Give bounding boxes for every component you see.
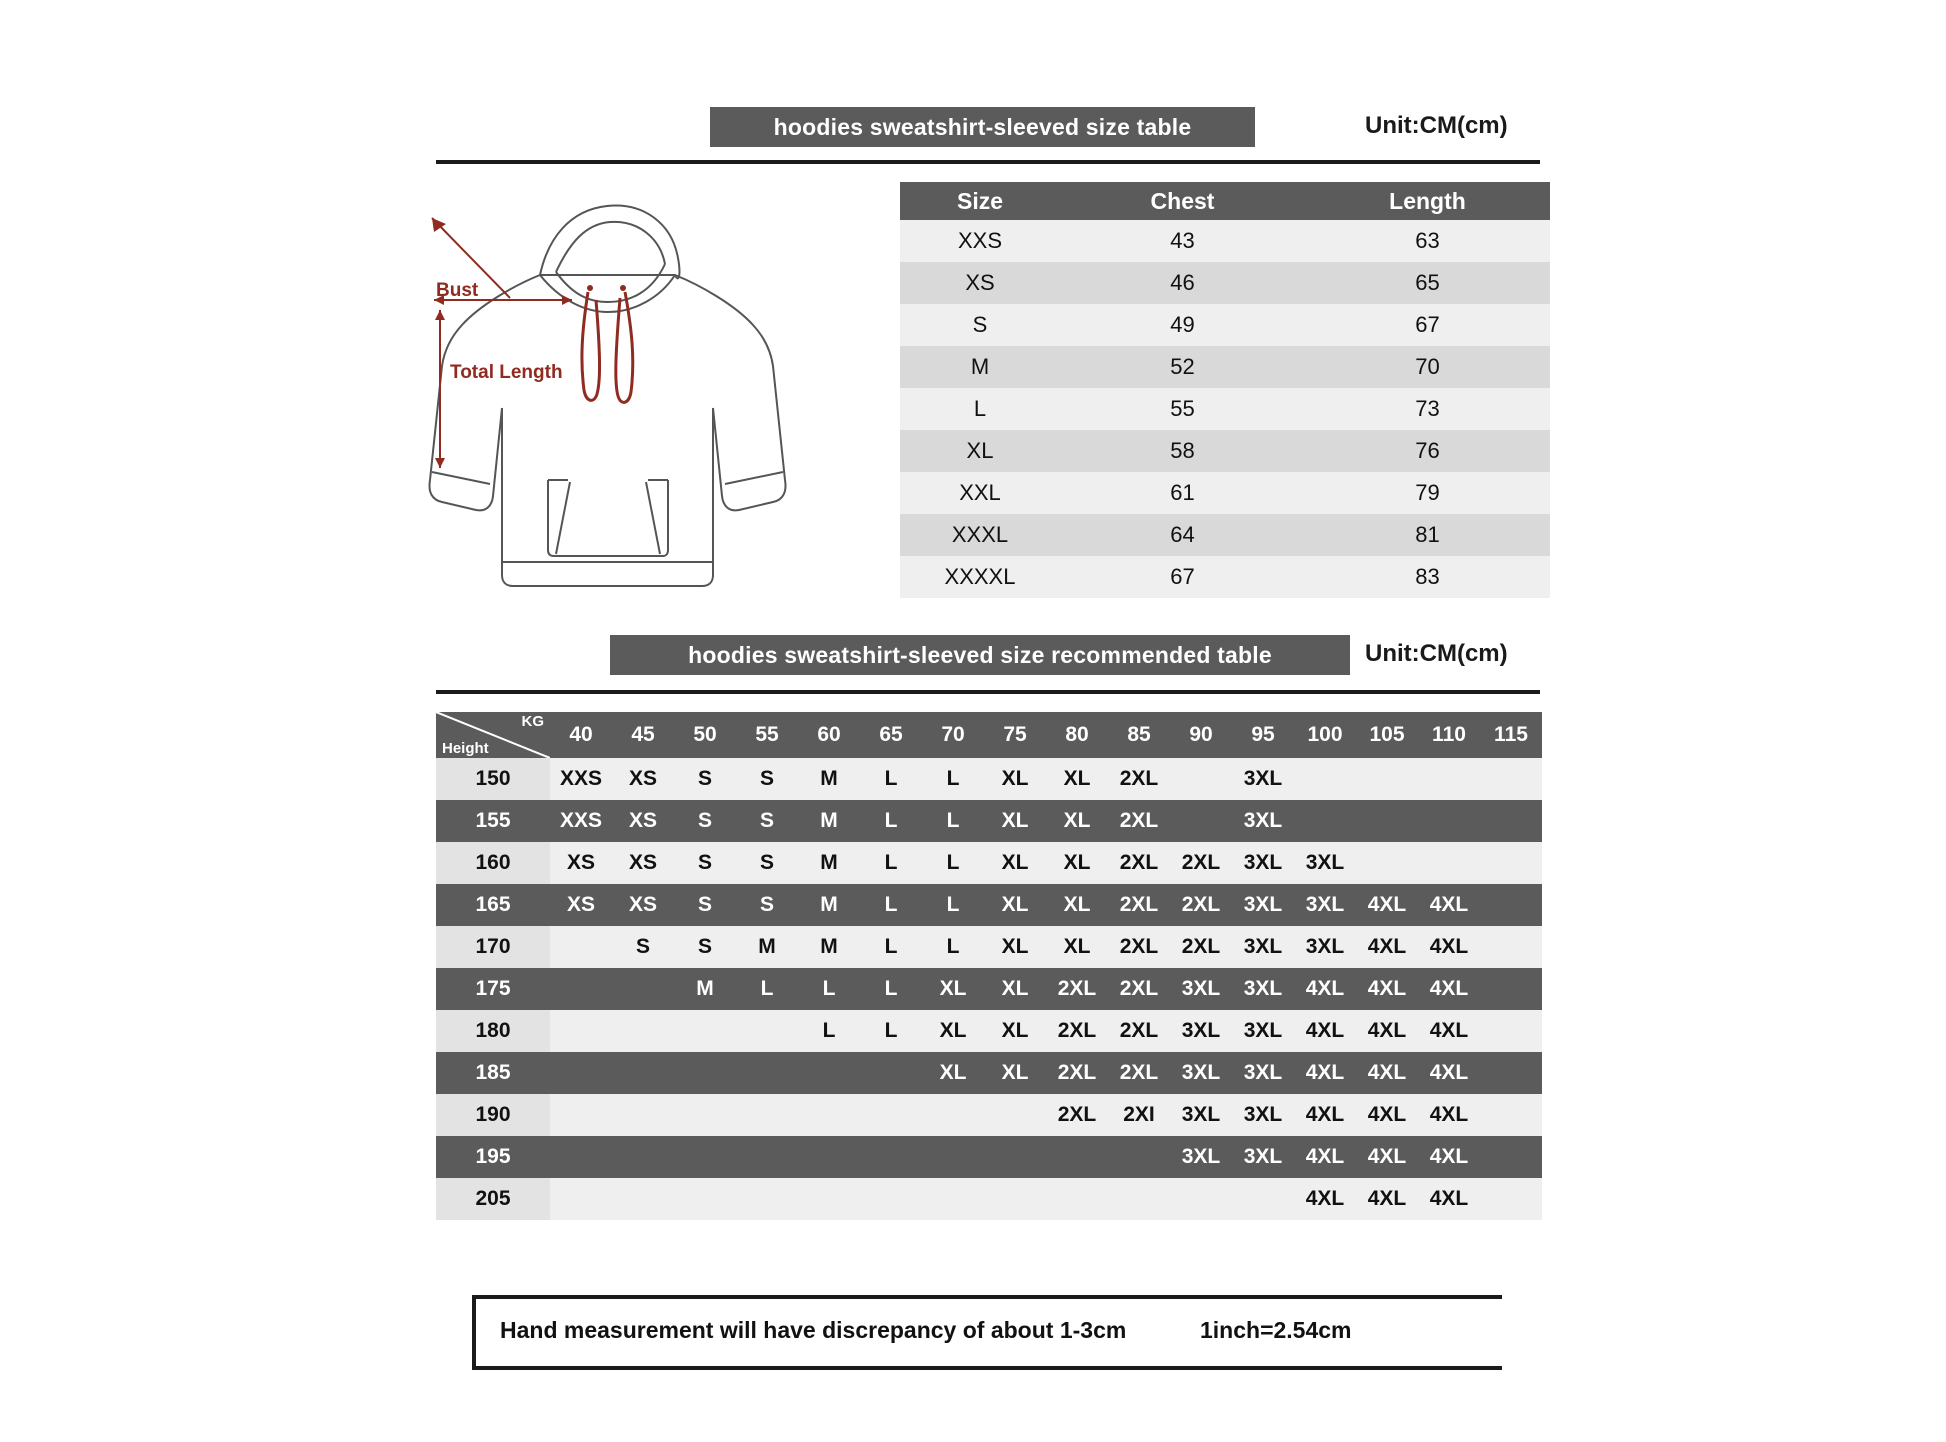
grid-cell bbox=[1170, 758, 1232, 800]
grid-cell bbox=[736, 1094, 798, 1136]
table-row bbox=[900, 346, 1550, 388]
grid-cell: 3XL bbox=[1232, 842, 1294, 884]
grid-cell bbox=[1480, 1094, 1542, 1136]
grid-cell bbox=[922, 1178, 984, 1220]
table-row bbox=[436, 1136, 1542, 1178]
grid-cell bbox=[1294, 800, 1356, 842]
grid-cell: XS bbox=[612, 800, 674, 842]
grid-cell bbox=[1108, 1178, 1170, 1220]
grid-cell: M bbox=[798, 842, 860, 884]
weight-col-header: 80 bbox=[1046, 712, 1108, 758]
grid-cell: 3XL bbox=[1294, 842, 1356, 884]
grid-cell: 4XL bbox=[1294, 1136, 1356, 1178]
cell-chest: 55 bbox=[1060, 388, 1305, 430]
grid-cell: 4XL bbox=[1356, 1052, 1418, 1094]
footer-top-rule bbox=[472, 1295, 1502, 1299]
grid-cell bbox=[922, 1094, 984, 1136]
grid-cell: 3XL bbox=[1232, 1010, 1294, 1052]
grid-cell bbox=[1418, 758, 1480, 800]
cell-length: 73 bbox=[1305, 388, 1550, 430]
grid-cell: 4XL bbox=[1294, 1178, 1356, 1220]
section2-title-bar bbox=[610, 635, 1350, 675]
table-row bbox=[436, 842, 1542, 884]
grid-cell: M bbox=[736, 926, 798, 968]
grid-cell bbox=[736, 1010, 798, 1052]
grid-cell: XL bbox=[1046, 926, 1108, 968]
grid-cell bbox=[1480, 1178, 1542, 1220]
grid-cell: L bbox=[798, 1010, 860, 1052]
grid-cell bbox=[1356, 758, 1418, 800]
table-row bbox=[436, 1094, 1542, 1136]
grid-cell: S bbox=[612, 926, 674, 968]
cell-chest: 67 bbox=[1060, 556, 1305, 598]
grid-cell: XL bbox=[984, 1052, 1046, 1094]
footer-left-rule bbox=[472, 1295, 476, 1370]
grid-cell: XXS bbox=[550, 800, 612, 842]
grid-cell bbox=[550, 1094, 612, 1136]
grid-cell: 3XL bbox=[1170, 1136, 1232, 1178]
grid-cell: 4XL bbox=[1418, 926, 1480, 968]
cell-length: 63 bbox=[1305, 220, 1550, 262]
cell-length: 81 bbox=[1305, 514, 1550, 556]
grid-cell bbox=[984, 1136, 1046, 1178]
weight-col-header: 55 bbox=[736, 712, 798, 758]
grid-cell: XS bbox=[612, 842, 674, 884]
height-row-header: 195 bbox=[436, 1136, 550, 1178]
section1-divider bbox=[436, 160, 1540, 164]
grid-cell: 2XI bbox=[1108, 1094, 1170, 1136]
weight-col-header: 60 bbox=[798, 712, 860, 758]
weight-col-header: 40 bbox=[550, 712, 612, 758]
grid-cell: 2XL bbox=[1046, 1010, 1108, 1052]
table-row bbox=[436, 968, 1542, 1010]
grid-cell bbox=[1356, 800, 1418, 842]
section1-title: hoodies sweatshirt-sleeved size table bbox=[773, 113, 1192, 140]
grid-cell bbox=[1480, 1010, 1542, 1052]
grid-cell: 4XL bbox=[1356, 1136, 1418, 1178]
table-row bbox=[900, 304, 1550, 346]
grid-cell bbox=[984, 1094, 1046, 1136]
grid-cell bbox=[1046, 1178, 1108, 1220]
total-length-label: Total Length bbox=[450, 362, 563, 383]
grid-cell: XL bbox=[984, 842, 1046, 884]
grid-cell: XL bbox=[984, 884, 1046, 926]
grid-cell: 2XL bbox=[1046, 1094, 1108, 1136]
grid-cell: 4XL bbox=[1294, 1052, 1356, 1094]
grid-cell: XL bbox=[984, 758, 1046, 800]
height-row-header: 155 bbox=[436, 800, 550, 842]
grid-cell: 3XL bbox=[1232, 758, 1294, 800]
size-table-col-size: Size bbox=[900, 182, 1060, 220]
weight-col-header: 110 bbox=[1418, 712, 1480, 758]
corner-kg-label: KG bbox=[521, 713, 544, 730]
grid-cell: 2XL bbox=[1046, 1052, 1108, 1094]
cell-size: M bbox=[900, 346, 1060, 388]
footer-conversion: 1inch=2.54cm bbox=[1200, 1317, 1352, 1343]
grid-cell: 4XL bbox=[1356, 1010, 1418, 1052]
hoodie-illustration bbox=[420, 180, 820, 610]
height-row-header: 180 bbox=[436, 1010, 550, 1052]
grid-cell bbox=[736, 1178, 798, 1220]
cell-length: 67 bbox=[1305, 304, 1550, 346]
grid-cell bbox=[674, 1094, 736, 1136]
footer-bottom-rule bbox=[472, 1366, 1502, 1370]
table-row bbox=[436, 1052, 1542, 1094]
grid-cell: 4XL bbox=[1294, 968, 1356, 1010]
cell-length: 83 bbox=[1305, 556, 1550, 598]
grid-cell: 2XL bbox=[1170, 926, 1232, 968]
bust-label: Bust bbox=[436, 280, 479, 301]
grid-cell: S bbox=[736, 800, 798, 842]
table-row bbox=[436, 758, 1542, 800]
table-row bbox=[436, 926, 1542, 968]
grid-cell: 4XL bbox=[1418, 1010, 1480, 1052]
corner-height-label: Height bbox=[442, 740, 489, 757]
grid-cell: S bbox=[674, 926, 736, 968]
grid-cell: XL bbox=[1046, 758, 1108, 800]
table-row bbox=[900, 388, 1550, 430]
grid-cell: XS bbox=[612, 884, 674, 926]
grid-cell bbox=[1480, 758, 1542, 800]
section2-unit-label: Unit:CM(cm) bbox=[1365, 640, 1508, 667]
grid-cell bbox=[1356, 842, 1418, 884]
table-row bbox=[900, 556, 1550, 598]
grid-cell bbox=[1480, 968, 1542, 1010]
cell-size: XL bbox=[900, 430, 1060, 472]
grid-cell: 3XL bbox=[1232, 968, 1294, 1010]
grid-cell: L bbox=[798, 968, 860, 1010]
weight-col-header: 50 bbox=[674, 712, 736, 758]
section1-title-bar bbox=[710, 107, 1255, 147]
grid-cell: XL bbox=[1046, 842, 1108, 884]
grid-cell bbox=[550, 1136, 612, 1178]
grid-cell: M bbox=[674, 968, 736, 1010]
grid-cell bbox=[1418, 842, 1480, 884]
grid-cell: M bbox=[798, 758, 860, 800]
grid-cell: 4XL bbox=[1418, 1136, 1480, 1178]
table-row bbox=[436, 1178, 1542, 1220]
corner-cell bbox=[436, 712, 550, 758]
grid-cell bbox=[798, 1094, 860, 1136]
grid-cell bbox=[550, 1010, 612, 1052]
table-row bbox=[900, 472, 1550, 514]
grid-cell bbox=[612, 1136, 674, 1178]
grid-cell bbox=[1480, 1052, 1542, 1094]
height-row-header: 160 bbox=[436, 842, 550, 884]
grid-cell: L bbox=[860, 842, 922, 884]
grid-cell bbox=[860, 1052, 922, 1094]
grid-cell: 3XL bbox=[1170, 1052, 1232, 1094]
height-row-header: 190 bbox=[436, 1094, 550, 1136]
grid-cell: 3XL bbox=[1232, 1094, 1294, 1136]
table-row bbox=[900, 262, 1550, 304]
table-row bbox=[436, 800, 1542, 842]
grid-cell: 3XL bbox=[1294, 926, 1356, 968]
grid-cell: 3XL bbox=[1232, 884, 1294, 926]
cell-length: 79 bbox=[1305, 472, 1550, 514]
grid-cell bbox=[1046, 1136, 1108, 1178]
weight-col-header: 65 bbox=[860, 712, 922, 758]
cell-chest: 64 bbox=[1060, 514, 1305, 556]
grid-cell: L bbox=[860, 758, 922, 800]
grid-cell: XS bbox=[612, 758, 674, 800]
grid-cell: M bbox=[798, 884, 860, 926]
grid-cell: L bbox=[860, 1010, 922, 1052]
grid-cell bbox=[1232, 1178, 1294, 1220]
grid-cell: XL bbox=[984, 926, 1046, 968]
recommended-header-row bbox=[436, 712, 1542, 758]
grid-cell: 3XL bbox=[1170, 1010, 1232, 1052]
cell-size: XXXL bbox=[900, 514, 1060, 556]
grid-cell: XL bbox=[984, 968, 1046, 1010]
weight-col-header: 75 bbox=[984, 712, 1046, 758]
grid-cell bbox=[674, 1052, 736, 1094]
grid-cell: 2XL bbox=[1108, 968, 1170, 1010]
cell-size: XXL bbox=[900, 472, 1060, 514]
grid-cell: 4XL bbox=[1294, 1010, 1356, 1052]
grid-cell: 4XL bbox=[1356, 1178, 1418, 1220]
grid-cell: 2XL bbox=[1108, 1052, 1170, 1094]
grid-cell: L bbox=[922, 926, 984, 968]
grid-cell: L bbox=[736, 968, 798, 1010]
grid-cell: 3XL bbox=[1232, 1052, 1294, 1094]
grid-cell bbox=[550, 1052, 612, 1094]
section2-divider bbox=[436, 690, 1540, 694]
grid-cell: 2XL bbox=[1108, 842, 1170, 884]
grid-cell bbox=[922, 1136, 984, 1178]
grid-cell: 2XL bbox=[1108, 800, 1170, 842]
height-row-header: 170 bbox=[436, 926, 550, 968]
cell-size: XXXXL bbox=[900, 556, 1060, 598]
grid-cell: S bbox=[736, 842, 798, 884]
grid-cell: XL bbox=[984, 800, 1046, 842]
grid-cell bbox=[736, 1136, 798, 1178]
height-row-header: 165 bbox=[436, 884, 550, 926]
grid-cell bbox=[798, 1178, 860, 1220]
grid-cell: S bbox=[736, 758, 798, 800]
size-table bbox=[900, 182, 1550, 598]
grid-cell: 4XL bbox=[1356, 1094, 1418, 1136]
grid-cell bbox=[1294, 758, 1356, 800]
grid-cell bbox=[1480, 1136, 1542, 1178]
cell-chest: 58 bbox=[1060, 430, 1305, 472]
grid-cell: XL bbox=[1046, 884, 1108, 926]
grid-cell: XL bbox=[984, 1010, 1046, 1052]
grid-cell bbox=[860, 1094, 922, 1136]
grid-cell: 4XL bbox=[1356, 884, 1418, 926]
grid-cell: 4XL bbox=[1418, 1052, 1480, 1094]
weight-col-header: 100 bbox=[1294, 712, 1356, 758]
grid-cell bbox=[984, 1178, 1046, 1220]
grid-cell bbox=[612, 1094, 674, 1136]
grid-cell: 2XL bbox=[1170, 842, 1232, 884]
grid-cell bbox=[1480, 842, 1542, 884]
grid-cell bbox=[798, 1052, 860, 1094]
grid-cell bbox=[550, 1178, 612, 1220]
grid-cell bbox=[612, 968, 674, 1010]
weight-col-header: 85 bbox=[1108, 712, 1170, 758]
grid-cell: S bbox=[674, 842, 736, 884]
grid-cell: 4XL bbox=[1294, 1094, 1356, 1136]
grid-cell: L bbox=[922, 884, 984, 926]
grid-cell: 2XL bbox=[1170, 884, 1232, 926]
cell-size: L bbox=[900, 388, 1060, 430]
cell-size: XXS bbox=[900, 220, 1060, 262]
cell-chest: 52 bbox=[1060, 346, 1305, 388]
weight-col-header: 105 bbox=[1356, 712, 1418, 758]
weight-col-header: 90 bbox=[1170, 712, 1232, 758]
grid-cell: L bbox=[922, 842, 984, 884]
cell-size: S bbox=[900, 304, 1060, 346]
grid-cell bbox=[674, 1136, 736, 1178]
grid-cell: 2XL bbox=[1108, 926, 1170, 968]
grid-cell: 4XL bbox=[1418, 968, 1480, 1010]
grid-cell: M bbox=[798, 926, 860, 968]
grid-cell: S bbox=[674, 884, 736, 926]
grid-cell: XL bbox=[922, 968, 984, 1010]
weight-col-header: 95 bbox=[1232, 712, 1294, 758]
grid-cell bbox=[612, 1052, 674, 1094]
size-table-col-length: Length bbox=[1305, 182, 1550, 220]
grid-cell bbox=[1480, 926, 1542, 968]
grid-cell bbox=[612, 1010, 674, 1052]
table-row bbox=[436, 884, 1542, 926]
cell-length: 65 bbox=[1305, 262, 1550, 304]
height-row-header: 150 bbox=[436, 758, 550, 800]
grid-cell: 3XL bbox=[1232, 926, 1294, 968]
weight-col-header: 45 bbox=[612, 712, 674, 758]
size-table-header-row bbox=[900, 182, 1550, 220]
hoodie-diagram bbox=[420, 180, 820, 610]
grid-cell: L bbox=[860, 800, 922, 842]
grid-cell bbox=[1480, 884, 1542, 926]
grid-cell: 4XL bbox=[1418, 1178, 1480, 1220]
cell-chest: 46 bbox=[1060, 262, 1305, 304]
grid-cell bbox=[1480, 800, 1542, 842]
grid-cell bbox=[736, 1052, 798, 1094]
grid-cell: L bbox=[922, 758, 984, 800]
grid-cell: XS bbox=[550, 884, 612, 926]
cell-chest: 43 bbox=[1060, 220, 1305, 262]
grid-cell: 2XL bbox=[1108, 884, 1170, 926]
grid-cell: S bbox=[674, 758, 736, 800]
footer-note: Hand measurement will have discrepancy of about 1-3cm bbox=[500, 1317, 1127, 1343]
size-table-col-chest: Chest bbox=[1060, 182, 1305, 220]
grid-cell: 3XL bbox=[1170, 1094, 1232, 1136]
table-row bbox=[436, 1010, 1542, 1052]
grid-cell: 4XL bbox=[1418, 1094, 1480, 1136]
grid-cell bbox=[860, 1178, 922, 1220]
grid-cell bbox=[1418, 800, 1480, 842]
cell-chest: 61 bbox=[1060, 472, 1305, 514]
grid-cell: L bbox=[860, 884, 922, 926]
table-row bbox=[900, 430, 1550, 472]
grid-cell bbox=[1108, 1136, 1170, 1178]
grid-cell bbox=[860, 1136, 922, 1178]
grid-cell bbox=[798, 1136, 860, 1178]
weight-col-header: 70 bbox=[922, 712, 984, 758]
weight-col-header: 115 bbox=[1480, 712, 1542, 758]
cell-length: 76 bbox=[1305, 430, 1550, 472]
grid-cell: 4XL bbox=[1356, 926, 1418, 968]
cell-size: XS bbox=[900, 262, 1060, 304]
grid-cell: 3XL bbox=[1232, 1136, 1294, 1178]
grid-cell: XS bbox=[550, 842, 612, 884]
grid-cell: L bbox=[860, 926, 922, 968]
grid-cell: L bbox=[922, 800, 984, 842]
grid-cell: S bbox=[674, 800, 736, 842]
grid-cell: L bbox=[860, 968, 922, 1010]
grid-cell: M bbox=[798, 800, 860, 842]
grid-cell: 2XL bbox=[1108, 1010, 1170, 1052]
cell-length: 70 bbox=[1305, 346, 1550, 388]
grid-cell bbox=[1170, 800, 1232, 842]
grid-cell bbox=[674, 1178, 736, 1220]
grid-cell: 2XL bbox=[1046, 968, 1108, 1010]
grid-cell bbox=[612, 1178, 674, 1220]
table-row bbox=[900, 514, 1550, 556]
grid-cell: 4XL bbox=[1356, 968, 1418, 1010]
height-row-header: 185 bbox=[436, 1052, 550, 1094]
grid-cell: 3XL bbox=[1170, 968, 1232, 1010]
grid-cell: 3XL bbox=[1232, 800, 1294, 842]
recommended-size-table bbox=[436, 712, 1542, 1220]
grid-cell: 2XL bbox=[1108, 758, 1170, 800]
table-row bbox=[900, 220, 1550, 262]
grid-cell bbox=[550, 968, 612, 1010]
grid-cell: 4XL bbox=[1418, 884, 1480, 926]
grid-cell bbox=[674, 1010, 736, 1052]
grid-cell bbox=[1170, 1178, 1232, 1220]
grid-cell: S bbox=[736, 884, 798, 926]
grid-cell: XL bbox=[1046, 800, 1108, 842]
grid-cell: XL bbox=[922, 1010, 984, 1052]
section1-unit-label: Unit:CM(cm) bbox=[1365, 112, 1508, 139]
height-row-header: 205 bbox=[436, 1178, 550, 1220]
grid-cell: XL bbox=[922, 1052, 984, 1094]
grid-cell: XXS bbox=[550, 758, 612, 800]
section2-title: hoodies sweatshirt-sleeved size recommended table bbox=[688, 641, 1272, 668]
cell-chest: 49 bbox=[1060, 304, 1305, 346]
grid-cell bbox=[550, 926, 612, 968]
grid-cell: 3XL bbox=[1294, 884, 1356, 926]
height-row-header: 175 bbox=[436, 968, 550, 1010]
